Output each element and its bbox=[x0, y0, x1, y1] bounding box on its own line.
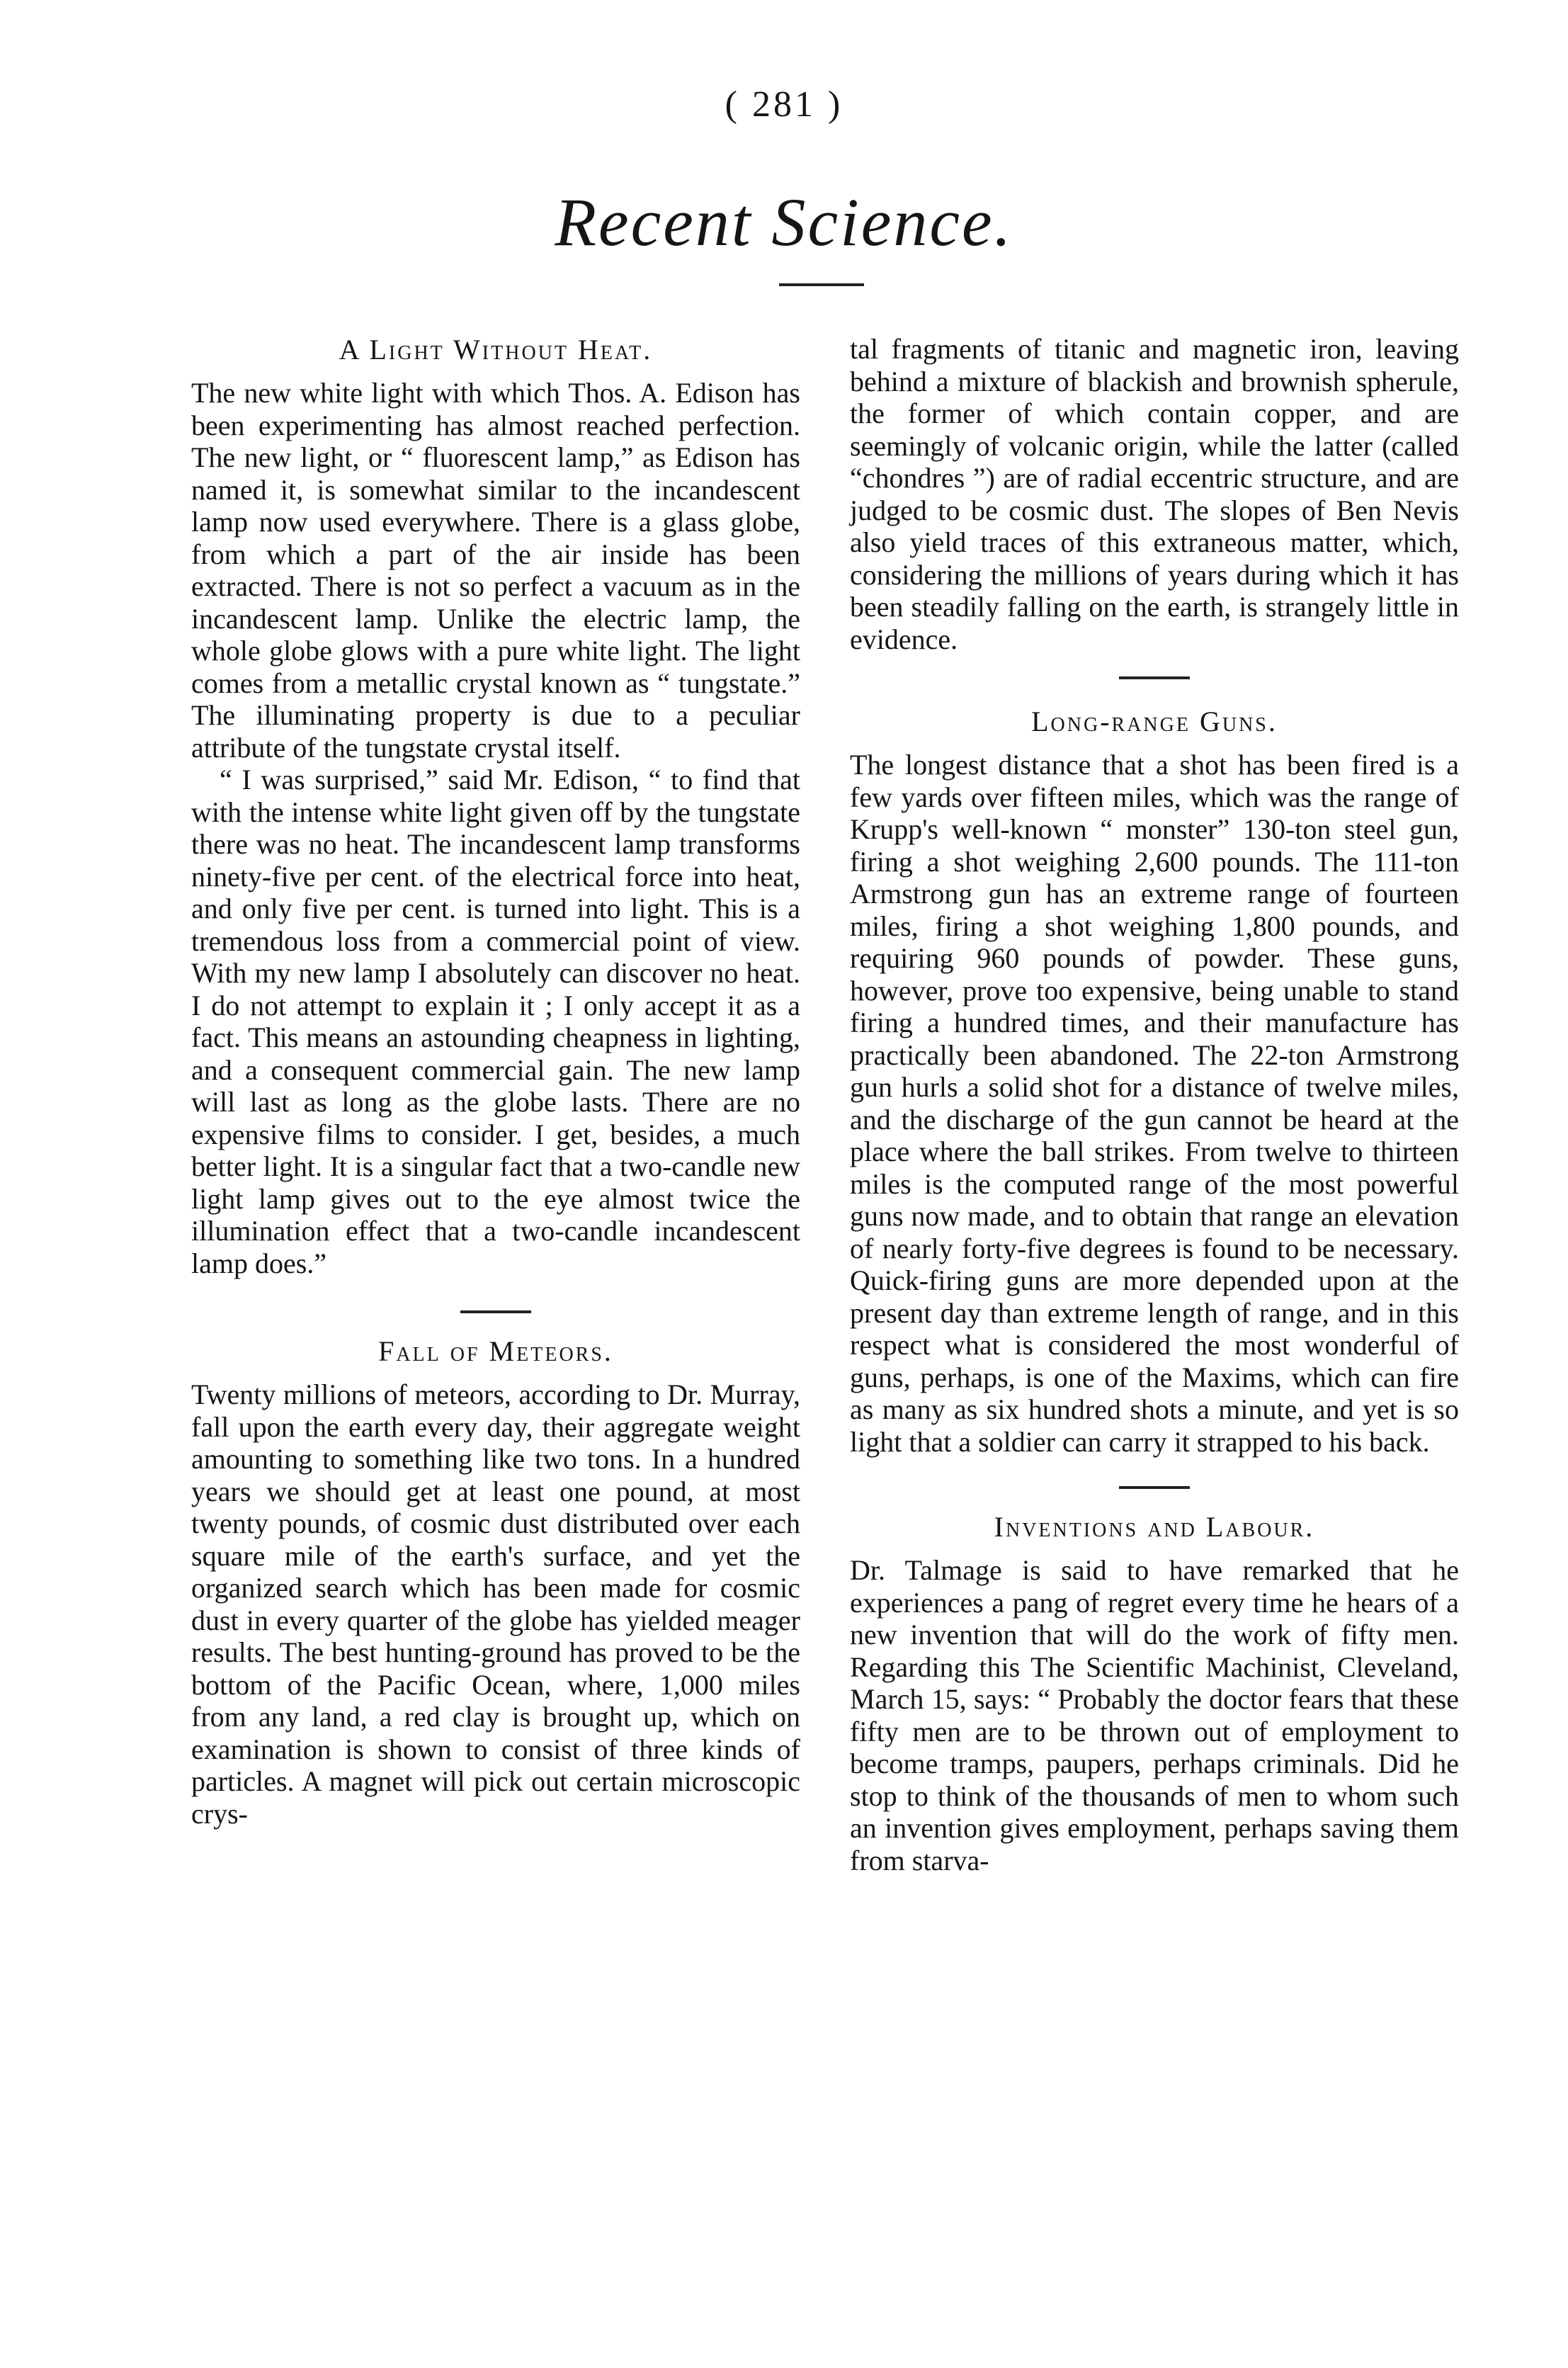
title-rule bbox=[779, 283, 864, 286]
section-heading-light-without-heat: A Light Without Heat. bbox=[339, 334, 653, 366]
paragraph-meteors: Twenty millions of meteors, according to Dr. Murray, fall upon the earth every day, their aggregate weight amounting to something like two tons. In a hundred years we should get at least one pound, at most twenty pounds, of cosmic dust distributed over each square mile of the earth's surface, and yet the organized search which has been made for cosmic dust in every quarter of the globe has yielded meager results. The best hunting-ground has proved to be the bottom of the Pacific Ocean, where, 1,000 miles from any land, a red clay is brought up, which on examination is shown to consist of three kinds of particles. A magnet will pick out certain microscopic crys- bbox=[191, 1378, 800, 1830]
section-heading-long-range-guns: Long-range Guns. bbox=[1031, 706, 1278, 737]
paragraph-edison-quote: “ I was surprised,” said Mr. Edison, “ to find that with the intense white light given off by the tungstate there was no heat. The incandescent lamp transforms ninety-five per cent. of the electrical force into heat, and only five per cent. is turned into light. This is a tremendous loss from a commercial point of view. With my new lamp I absolutely can discover no heat. I do not attempt to explain it ; I only accept it as a fact. This means an astounding cheapness in lighting, and a consequent commercial gain. The new lamp will last as long as the globe lasts. There are no expensive films to consider. I get, besides, a much better light. It is a singular fact that a two-candle new light lamp gives out to the eye almost twice the illumination effect that a two-candle incandescent lamp does.” bbox=[191, 764, 800, 1279]
section-divider bbox=[1119, 676, 1190, 679]
section-heading-inventions-and-labour: Inventions and Labour. bbox=[994, 1511, 1315, 1543]
page-number: ( 281 ) bbox=[725, 84, 843, 125]
paragraph-meteors-continued: tal fragments of titanic and magnetic iron, leaving behind a mixture of blackish and brownish spherule, the former of which contain copper, and are seemingly of volcanic origin, while the latter (called “chondres ”) are of radial eccentric structure, and are judged to be cosmic dust. The slopes of Ben Nevis also yield traces of this extraneous matter, which, considering the millions of years during which it has been steadily falling on the earth, is strangely little in evidence. bbox=[850, 333, 1459, 655]
left-column bbox=[191, 333, 800, 1830]
paragraph-guns: The longest distance that a shot has been fired is a few yards over fifteen miles, which was the range of Krupp's well-known “ monster” 130-ton steel gun, firing a shot weighing 2,600 pounds. The 111-ton Armstrong gun has an extreme range of fourteen miles, firing a shot weighing 1,800 pounds, and requiring 960 pounds of powder. These guns, however, prove too expensive, being unable to stand firing a hundred times, and their manufacture has practically been abandoned. The 22-ton Armstrong gun hurls a solid shot for a distance of twelve miles, and the discharge of the gun cannot be heard at the place where the ball strikes. From twelve to thirteen miles is the computed range of the most powerful guns now made, and to obtain that range an elevation of nearly forty-five degrees is found to be necessary. Quick-firing guns are more depended upon at the present day than extreme length of range, and in this respect what is considered the most wonderful of guns, perhaps, is one of the Maxims, which can fire as many as six hundred shots a minute, and yet is so light that a soldier can carry it strapped to his back. bbox=[850, 749, 1459, 1458]
paragraph-inventions: Dr. Talmage is said to have remarked that he experiences a pang of regret every time he hears of a new invention that will do the work of fifty men. Regarding this The Scientific Machinist, Cleveland, March 15, says: “ Probably the doctor fears that these fifty men are to be thrown out of employment to become tramps, paupers, perhaps criminals. Did he stop to think of the thousands of men to whom such an invention gives employment, perhaps saving them from starva- bbox=[850, 1554, 1459, 1876]
right-column bbox=[850, 333, 1459, 1876]
section-divider bbox=[1119, 1486, 1190, 1489]
page-title: Recent Science. bbox=[555, 184, 1013, 260]
section-heading-fall-of-meteors: Fall of Meteors. bbox=[378, 1335, 613, 1367]
paragraph-light-intro: The new white light with which Thos. A. Edison has been experimenting has almost reached perfection. The new light, or “ fluorescent lamp,” as Edison has named it, is somewhat similar to the incandescent lamp now used everywhere. There is a glass globe, from which a part of the air inside has been extracted. There is not so perfect a vacuum as in the incandescent lamp. Unlike the electric lamp, the whole globe glows with a pure white light. The light comes from a metallic crystal known as “ tungstate.” The illuminating property is due to a peculiar attribute of the tungstate crystal itself. bbox=[191, 377, 800, 764]
section-divider bbox=[460, 1310, 531, 1313]
